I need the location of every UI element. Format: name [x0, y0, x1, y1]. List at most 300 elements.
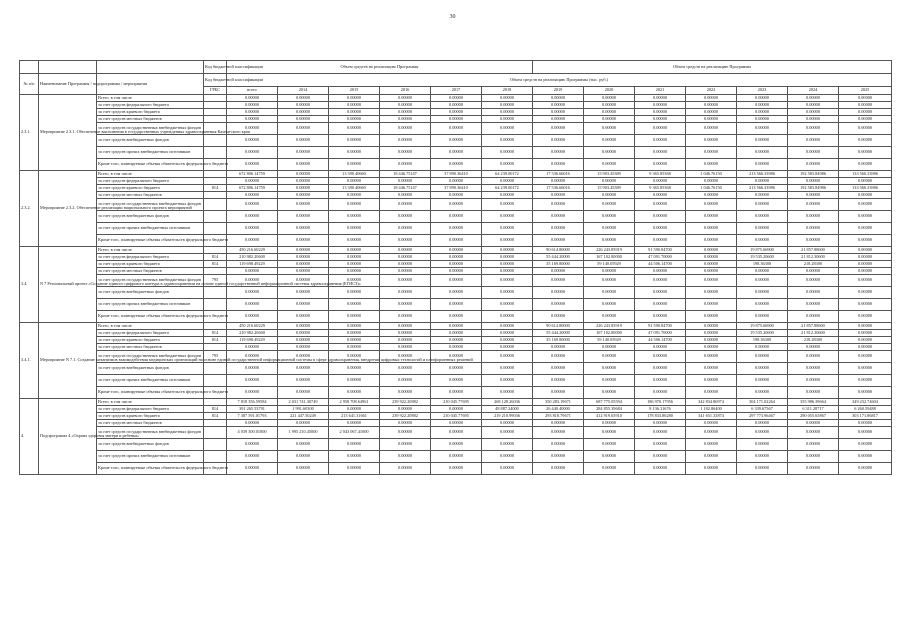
table-row [20, 337, 892, 344]
amount-cell: 0.00000 [533, 311, 584, 323]
amount-cell: 0.00000 [380, 299, 431, 311]
amount-cell: 90 614.80000 [533, 247, 584, 254]
amount-cell: 0.00000 [839, 159, 892, 171]
amount-cell: 1 046.76150 [686, 171, 737, 178]
amount-cell: 18 446.75147 [380, 185, 431, 192]
amount-cell: 0.00000 [278, 463, 329, 475]
source-label: за счет средств государственных внебюджетных фондов [97, 123, 204, 135]
amount-cell: 0.00000 [533, 159, 584, 171]
amount-cell: 0.00000 [839, 254, 892, 261]
amount-cell: 0.00000 [839, 363, 892, 375]
amount-cell: 0.00000 [584, 109, 635, 116]
amount-cell: 0.00000 [839, 375, 892, 387]
amount-cell: 0.00000 [431, 211, 482, 223]
amount-cell: 0.00000 [431, 147, 482, 159]
amount-cell: 8 136.31676 [635, 406, 686, 413]
amount-cell: 0.00000 [635, 135, 686, 147]
amount-cell: 391 265.53791 [227, 406, 278, 413]
amount-cell: 178 833.86280 [635, 413, 686, 420]
amount-cell: 0.00000 [227, 351, 278, 363]
amount-cell: 0.00000 [329, 323, 380, 330]
amount-cell: 0.00000 [431, 254, 482, 261]
amount-cell: 64 239.00172 [482, 171, 533, 178]
amount-cell: 0.00000 [278, 199, 329, 211]
budget-table [19, 60, 892, 475]
header-volume-rub: Объем средств на реализацию Программы (тыс. руб.) [227, 74, 892, 87]
amount-cell: 0.00000 [329, 287, 380, 299]
amount-cell: 0.00000 [686, 375, 737, 387]
amount-cell: 0.00000 [737, 123, 788, 135]
amount-cell: 119 698.49229 [227, 261, 278, 268]
amount-cell: 0.00000 [686, 116, 737, 123]
amount-cell: 0.00000 [227, 102, 278, 109]
amount-cell: 0.00000 [431, 135, 482, 147]
amount-cell: 0.00000 [482, 287, 533, 299]
amount-cell: 0.00000 [227, 311, 278, 323]
amount-cell: 0.00000 [278, 299, 329, 311]
table-row [20, 102, 892, 109]
amount-cell: 0.00000 [482, 427, 533, 439]
amount-cell: 304 171.02264 [737, 399, 788, 406]
amount-cell: 0.00000 [584, 351, 635, 363]
amount-cell: 0.00000 [278, 223, 329, 235]
amount-cell: 0.00000 [533, 178, 584, 185]
amount-cell: 213 566.33986 [737, 185, 788, 192]
table-row [20, 375, 892, 387]
amount-cell: 0.00000 [584, 420, 635, 427]
amount-cell: 0.00000 [278, 254, 329, 261]
header-blank [97, 61, 204, 74]
amount-cell: 0.00000 [788, 439, 839, 451]
amount-cell: 0.00000 [482, 109, 533, 116]
amount-cell: 0.00000 [635, 275, 686, 287]
table-row [20, 223, 892, 235]
amount-cell: 342 834.86974 [686, 399, 737, 406]
amount-cell: 0.00000 [227, 344, 278, 351]
amount-cell: 0.00000 [329, 123, 380, 135]
amount-cell: 0.00000 [737, 287, 788, 299]
amount-cell: 0.00000 [329, 363, 380, 375]
amount-cell: 0.00000 [482, 299, 533, 311]
table-row [20, 463, 892, 475]
source-label: Кроме того, планируемые объемы обязательств федерального бюджета [97, 463, 204, 475]
grbs-code: 814 [204, 406, 227, 413]
amount-cell: 192 583.84986 [788, 185, 839, 192]
amount-cell: 0.00000 [329, 147, 380, 159]
amount-cell: 0.00000 [737, 275, 788, 287]
amount-cell: 0.00000 [737, 178, 788, 185]
amount-cell: 0.00000 [839, 268, 892, 275]
amount-cell: 0.00000 [839, 123, 892, 135]
source-label: за счет средств государственных внебюджетных фондов [97, 275, 204, 287]
amount-cell: 0.00000 [686, 235, 737, 247]
amount-cell: 0.00000 [584, 387, 635, 399]
grbs-code: 814 [204, 185, 227, 192]
amount-cell: 0.00000 [533, 192, 584, 199]
amount-cell: 226 243.85919 [584, 323, 635, 330]
amount-cell: 0.00000 [227, 178, 278, 185]
source-label: за счет средств внебюджетных фондов [97, 363, 204, 375]
amount-cell: 0.00000 [329, 439, 380, 451]
table-row [20, 344, 892, 351]
amount-cell: 0.00000 [533, 287, 584, 299]
table-row [20, 387, 892, 399]
amount-cell: 0.00000 [329, 247, 380, 254]
amount-cell: 133 566.33986 [839, 171, 892, 178]
source-label: за счет средств федерального бюджета [97, 330, 204, 337]
amount-cell: 0.00000 [482, 192, 533, 199]
amount-cell: 0.00000 [329, 192, 380, 199]
amount-cell: 0.00000 [686, 159, 737, 171]
amount-cell: 687 775.05594 [584, 399, 635, 406]
table-row [20, 159, 892, 171]
amount-cell: 0.00000 [431, 109, 482, 116]
source-label: за счет средств местных бюджетов [97, 192, 204, 199]
table-row [20, 261, 892, 268]
source-label: за счет средств государственных внебюджетных фондов [97, 199, 204, 211]
amount-cell: 0.00000 [380, 159, 431, 171]
amount-cell: 0.00000 [686, 337, 737, 344]
amount-cell: 290 055.65867 [788, 413, 839, 420]
amount-cell: 0.00000 [737, 387, 788, 399]
amount-cell: 0.00000 [482, 235, 533, 247]
amount-cell: 0.00000 [278, 351, 329, 363]
source-label: Кроме того, планируемые объемы обязательств федерального бюджета [97, 235, 204, 247]
header-year: всего [227, 87, 278, 95]
amount-cell: 0.00000 [329, 275, 380, 287]
grbs-code [204, 439, 227, 451]
amount-cell: 0.00000 [686, 420, 737, 427]
amount-cell: 0.00000 [584, 178, 635, 185]
amount-cell: 0.00000 [227, 275, 278, 287]
amount-cell: 0.00000 [584, 95, 635, 102]
amount-cell: 0.00000 [686, 199, 737, 211]
table-row [20, 439, 892, 451]
amount-cell: 0.00000 [737, 351, 788, 363]
amount-cell: 0.00000 [839, 351, 892, 363]
amount-cell: 0.00000 [533, 427, 584, 439]
amount-cell: 1 995 210.45000 [278, 427, 329, 439]
source-label: за счет средств краевого бюджета [97, 413, 204, 420]
amount-cell: 0.00000 [431, 123, 482, 135]
source-label: за счет средств федерального бюджета [97, 102, 204, 109]
amount-cell: 0.00000 [482, 375, 533, 387]
grbs-code [204, 375, 227, 387]
amount-cell: 0.00000 [482, 275, 533, 287]
amount-cell: 0.00000 [584, 311, 635, 323]
amount-cell: 48 887.24000 [482, 406, 533, 413]
amount-cell: 19 535.20600 [737, 254, 788, 261]
amount-cell: 0.00000 [278, 420, 329, 427]
amount-cell: 210 045.77695 [431, 399, 482, 406]
table-row [20, 363, 892, 375]
amount-cell: 0.00000 [737, 363, 788, 375]
table-row [20, 192, 892, 199]
amount-cell: 0.00000 [431, 351, 482, 363]
amount-cell: 0.00000 [839, 299, 892, 311]
amount-cell: 0.00000 [686, 254, 737, 261]
source-label: Кроме того, планируемые объемы обязательств федерального бюджета [97, 387, 204, 399]
amount-cell: 0.00000 [788, 223, 839, 235]
amount-cell: 15 903.45389 [584, 185, 635, 192]
amount-cell: 2 958 708.64961 [329, 399, 380, 406]
amount-cell: 2 043 067.41000 [329, 427, 380, 439]
amount-cell: 0.00000 [635, 375, 686, 387]
amount-cell: 119 698.49229 [227, 337, 278, 344]
amount-cell: 239 922.20882 [380, 413, 431, 420]
amount-cell: 349 232.74604 [839, 399, 892, 406]
table-row [20, 399, 892, 406]
amount-cell: 0.00000 [227, 109, 278, 116]
amount-cell: 21 812.30600 [788, 254, 839, 261]
table-row [20, 109, 892, 116]
amount-cell: 0.00000 [533, 451, 584, 463]
amount-cell: 0.00000 [431, 235, 482, 247]
amount-cell: 210 982.20600 [227, 254, 278, 261]
amount-cell: 0.00000 [788, 102, 839, 109]
amount-cell: 0.00000 [431, 463, 482, 475]
amount-cell: 0.00000 [737, 451, 788, 463]
amount-cell: 0.00000 [737, 159, 788, 171]
amount-cell: 0.00000 [380, 323, 431, 330]
amount-cell: 0.00000 [278, 123, 329, 135]
amount-cell: 59 140.05929 [584, 261, 635, 268]
amount-cell: 0.00000 [329, 351, 380, 363]
table-row [20, 147, 892, 159]
table-row [20, 178, 892, 185]
amount-cell: 0.00000 [227, 463, 278, 475]
amount-cell: 0.00000 [329, 375, 380, 387]
amount-cell: 0.00000 [380, 330, 431, 337]
amount-cell: 0.00000 [533, 116, 584, 123]
table-row [20, 299, 892, 311]
amount-cell: 0.00000 [737, 344, 788, 351]
amount-cell: 0.00000 [227, 439, 278, 451]
amount-cell: 0.00000 [380, 351, 431, 363]
amount-cell: 0.00000 [380, 123, 431, 135]
amount-cell: 0.00000 [635, 351, 686, 363]
grbs-code [204, 116, 227, 123]
amount-cell: 0.00000 [788, 268, 839, 275]
amount-cell: 0.00000 [380, 261, 431, 268]
header-year: 2014 [278, 87, 329, 95]
amount-cell: 239 922.20882 [380, 399, 431, 406]
amount-cell: 450 216.60229 [227, 247, 278, 254]
amount-cell: 0.00000 [737, 192, 788, 199]
amount-cell: 0.00000 [380, 268, 431, 275]
grbs-code [204, 344, 227, 351]
amount-cell: 0.00000 [482, 147, 533, 159]
amount-cell: 0.00000 [686, 387, 737, 399]
amount-cell: 19 875.66900 [737, 323, 788, 330]
grbs-code [204, 109, 227, 116]
amount-cell: 0.00000 [278, 451, 329, 463]
section-number: 2.3.1. [20, 95, 39, 171]
amount-cell: 2 031 741.30749 [278, 399, 329, 406]
amount-cell: 0.00000 [839, 275, 892, 287]
amount-cell: 0.00000 [788, 147, 839, 159]
amount-cell: 0.00000 [533, 223, 584, 235]
amount-cell: 0.00000 [788, 351, 839, 363]
amount-cell: 0.00000 [839, 235, 892, 247]
amount-cell: 167 102.80000 [584, 254, 635, 261]
amount-cell: 0.00000 [788, 363, 839, 375]
section-name: Мероприятие 2.3.1. Обеспечение выполнения в государственных учреждениях здравоохранения Камчатского края [39, 95, 97, 171]
source-label: Всего, в том числе [97, 95, 204, 102]
amount-cell: 0.00000 [686, 247, 737, 254]
amount-cell: 0.00000 [431, 223, 482, 235]
amount-cell: 0.00000 [278, 211, 329, 223]
amount-cell: 0.00000 [431, 323, 482, 330]
amount-cell: 6 260.59488 [839, 406, 892, 413]
grbs-code: 814 [204, 261, 227, 268]
amount-cell: 0.00000 [686, 95, 737, 102]
amount-cell: 0.00000 [278, 363, 329, 375]
source-label: Кроме того, планируемые объемы обязательств федерального бюджета [97, 311, 204, 323]
amount-cell: 0.00000 [278, 135, 329, 147]
table-row [20, 185, 892, 192]
amount-cell: 0.00000 [635, 299, 686, 311]
amount-cell: 0.00000 [227, 192, 278, 199]
table-row [20, 268, 892, 275]
amount-cell: 0.00000 [278, 235, 329, 247]
amount-cell: 0.00000 [227, 299, 278, 311]
amount-cell: 0.00000 [533, 135, 584, 147]
amount-cell: 0.00000 [380, 387, 431, 399]
amount-cell: 0.00000 [686, 363, 737, 375]
amount-cell: 0.00000 [635, 311, 686, 323]
source-label: за счет средств местных бюджетов [97, 420, 204, 427]
amount-cell: 0.00000 [839, 420, 892, 427]
amount-cell: 0.00000 [380, 116, 431, 123]
amount-cell: 0.00000 [482, 254, 533, 261]
amount-cell: 0.00000 [380, 211, 431, 223]
amount-cell: 0.00000 [482, 451, 533, 463]
amount-cell: 1 991.60300 [278, 406, 329, 413]
amount-cell: 0.00000 [686, 261, 737, 268]
amount-cell: 21 857.88600 [788, 323, 839, 330]
source-label: за счет средств краевого бюджета [97, 109, 204, 116]
amount-cell: 0.00000 [431, 268, 482, 275]
grbs-code [204, 95, 227, 102]
amount-cell: 0.00000 [686, 439, 737, 451]
amount-cell: 47 091.70000 [635, 330, 686, 337]
amount-cell: 0.00000 [431, 439, 482, 451]
amount-cell: 0.00000 [788, 109, 839, 116]
amount-cell: 0.00000 [329, 159, 380, 171]
amount-cell: 59 140.05929 [584, 337, 635, 344]
source-label: за счет средств местных бюджетов [97, 116, 204, 123]
grbs-code [204, 135, 227, 147]
grbs-code [204, 223, 227, 235]
amount-cell: 44 506.14700 [635, 337, 686, 344]
source-label: за счет средств внебюджетных фондов [97, 287, 204, 299]
grbs-code [204, 147, 227, 159]
amount-cell: 0.00000 [839, 323, 892, 330]
amount-cell: 0.00000 [278, 159, 329, 171]
amount-cell: 341 651.33874 [686, 413, 737, 420]
amount-cell: 0.00000 [686, 223, 737, 235]
amount-cell: 0.00000 [329, 387, 380, 399]
amount-cell: 0.00000 [482, 178, 533, 185]
amount-cell: 0.00000 [584, 299, 635, 311]
amount-cell: 0.00000 [380, 420, 431, 427]
amount-cell: 0.00000 [737, 109, 788, 116]
amount-cell: 0.00000 [788, 123, 839, 135]
amount-cell: 0.00000 [839, 223, 892, 235]
amount-cell: 18 446.75147 [380, 171, 431, 178]
amount-cell: 0.00000 [227, 223, 278, 235]
amount-cell: 0.00000 [482, 351, 533, 363]
amount-cell: 0.00000 [839, 311, 892, 323]
amount-cell: 0.00000 [635, 102, 686, 109]
grbs-code [204, 268, 227, 275]
source-label: за счет средств внебюджетных фондов [97, 439, 204, 451]
amount-cell: 0.00000 [482, 223, 533, 235]
source-label: за счет средств местных бюджетов [97, 268, 204, 275]
amount-cell: 0.00000 [584, 287, 635, 299]
amount-cell: 0.00000 [839, 199, 892, 211]
amount-cell: 0.00000 [686, 427, 737, 439]
amount-cell: 0.00000 [329, 406, 380, 413]
amount-cell: 0.00000 [227, 123, 278, 135]
amount-cell: 0.00000 [533, 147, 584, 159]
amount-cell: 0.00000 [431, 387, 482, 399]
amount-cell: 0.00000 [278, 275, 329, 287]
amount-cell: 0.00000 [431, 451, 482, 463]
amount-cell: 0.00000 [839, 439, 892, 451]
amount-cell: 0.00000 [329, 420, 380, 427]
amount-cell: 0.00000 [533, 387, 584, 399]
amount-cell: 0.00000 [788, 451, 839, 463]
amount-cell: 0.00000 [635, 235, 686, 247]
grbs-code [204, 427, 227, 439]
amount-cell: 0.00000 [584, 375, 635, 387]
amount-cell: 0.00000 [278, 439, 329, 451]
amount-cell: 0.00000 [380, 199, 431, 211]
amount-cell: 0.00000 [584, 102, 635, 109]
amount-cell: 0.00000 [635, 199, 686, 211]
amount-cell: 0.00000 [635, 178, 686, 185]
amount-cell: 0.00000 [839, 387, 892, 399]
amount-cell: 0.00000 [788, 427, 839, 439]
amount-cell: 0.00000 [839, 344, 892, 351]
section-name: Мероприятие 2.3.2. Обеспечение реализации национального проекта мероприятий [39, 171, 97, 247]
amount-cell: 0.00000 [737, 311, 788, 323]
amount-cell: 0.00000 [482, 123, 533, 135]
amount-cell: 0.00000 [788, 420, 839, 427]
amount-cell: 0.00000 [839, 427, 892, 439]
header-year: 2021 [635, 87, 686, 95]
source-label: за счет средств краевого бюджета [97, 261, 204, 268]
amount-cell: 0.00000 [686, 211, 737, 223]
amount-cell: 0.00000 [482, 387, 533, 399]
amount-cell: 0.00000 [737, 427, 788, 439]
amount-cell: 47 091.70000 [635, 254, 686, 261]
amount-cell: 0.00000 [737, 199, 788, 211]
amount-cell: 0.00000 [584, 211, 635, 223]
amount-cell: 0.00000 [533, 102, 584, 109]
table-row [20, 451, 892, 463]
amount-cell: 186 970.17956 [635, 399, 686, 406]
source-label: за счет средств местных бюджетов [97, 344, 204, 351]
amount-cell: 0.00000 [431, 299, 482, 311]
amount-cell: 0.00000 [788, 235, 839, 247]
amount-cell: 0.00000 [329, 299, 380, 311]
source-label: Всего, в том числе [97, 323, 204, 330]
amount-cell: 0.00000 [431, 287, 482, 299]
amount-cell: 0.00000 [278, 323, 329, 330]
